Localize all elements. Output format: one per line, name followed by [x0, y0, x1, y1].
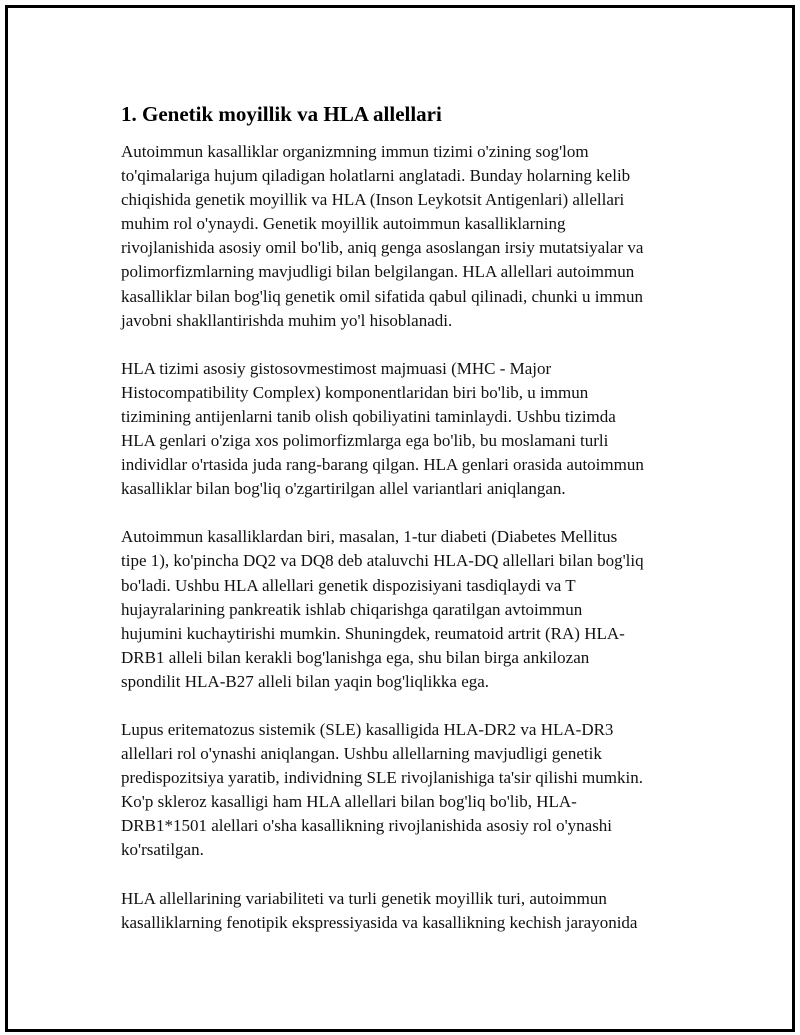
text-line: Ko'p skleroz kasalligi ham HLA allellari bilan bog'liq bo'lib, HLA- [121, 792, 577, 812]
text-line: spondilit HLA-B27 alleli bilan yaqin bog'liqlikka ega. [121, 671, 490, 691]
text-line: tizimining antijenlarni tanib olish qobiliyatini taminlaydi. Ushbu tizimda [121, 406, 616, 426]
text-line: HLA tizimi asosiy gistosovmestimost majmuasi (MHC - Major [121, 358, 552, 378]
text-line: kasalliklarning fenotipik ekspressiyasida va kasallikning kechish jarayonida [121, 912, 638, 932]
text-line: Autoimmun kasalliklar organizmning immun tizimi o'zining sog'lom [121, 142, 589, 161]
text-line: HLA allellarining variabiliteti va turli genetik moyillik turi, autoimmun [121, 888, 607, 908]
text-line: DRB1*1501 alellari o'sha kasallikning rivojlanishida asosiy rol o'ynashi [121, 816, 613, 836]
text-line: kasalliklar bilan bog'liq o'zgartirilgan allel variantlari aniqlangan. [121, 479, 566, 499]
text-line: predispozitsiya yaratib, individning SLE rivojlanishiga ta'sir qilishi mumkin. [121, 768, 643, 788]
document-body [121, 101, 696, 959]
text-line: to'qimalariga hujum qiladigan holatlarni anglatadi. Bunday holarning kelib [121, 166, 631, 186]
text-line: rivojlanishida asosiy omil bo'lib, aniq genga asoslangan irsiy mutatsiyalar va [121, 238, 644, 258]
text-line: chiqishida genetik moyillik va HLA (Inson Leykotsit Antigenlari) allellari [121, 190, 625, 210]
paragraph-1 [121, 140, 696, 333]
paragraph-5 [121, 887, 696, 935]
text-line: polimorfizmlarning mavjudligi bilan belgilangan. HLA allellari autoimmun [121, 262, 635, 282]
text-line: Histocompatibility Complex) komponentlaridan biri bo'lib, u immun [121, 382, 589, 402]
text-line: javobni shakllantirishda muhim yo'l hisoblanadi. [121, 310, 453, 330]
text-line: allellari rol o'ynashi aniqlangan. Ushbu allellarning mavjudligi genetik [121, 744, 602, 764]
section-heading: 1. Genetik moyillik va HLA allellari [121, 102, 442, 126]
paragraph-2 [121, 357, 696, 502]
text-line: bo'ladi. Ushbu HLA allellari genetik dispozisiyani tasdiqlaydi va T [121, 575, 576, 595]
paragraph-4 [121, 718, 696, 863]
text-line: hujayralarining pankreatik ishlab chiqarishga qaratilgan avtoimmun [121, 599, 583, 619]
text-line: Lupus eritematozus sistemik (SLE) kasalligida HLA-DR2 va HLA-DR3 [121, 719, 614, 739]
text-line: hujumini kuchaytirishi mumkin. Shuningdek, reumatoid artrit (RA) HLA- [121, 623, 625, 643]
text-line: muhim rol o'ynaydi. Genetik moyillik autoimmun kasalliklarning [121, 214, 566, 234]
paragraph-3 [121, 525, 696, 694]
page-frame [5, 5, 795, 1032]
text-line: Autoimmun kasalliklardan biri, masalan, 1-tur diabeti (Diabetes Mellitus [121, 527, 618, 547]
text-line: HLA genlari o'ziga xos polimorfizmlarga ega bo'lib, bu moslamani turli [121, 431, 609, 451]
text-line: ko'rsatilgan. [121, 840, 204, 860]
text-line: kasalliklar bilan bog'liq genetik omil sifatida qabul qilinadi, chunki u immun [121, 286, 643, 306]
text-line: DRB1 alleli bilan kerakli bog'lanishga ega, shu bilan birga ankilozan [121, 647, 590, 667]
text-line: individlar o'rtasida juda rang-barang qilgan. HLA genlari orasida autoimmun [121, 455, 644, 475]
text-line: tipe 1), ko'pincha DQ2 va DQ8 deb ataluvchi HLA-DQ allellari bilan bog'liq [121, 551, 644, 571]
